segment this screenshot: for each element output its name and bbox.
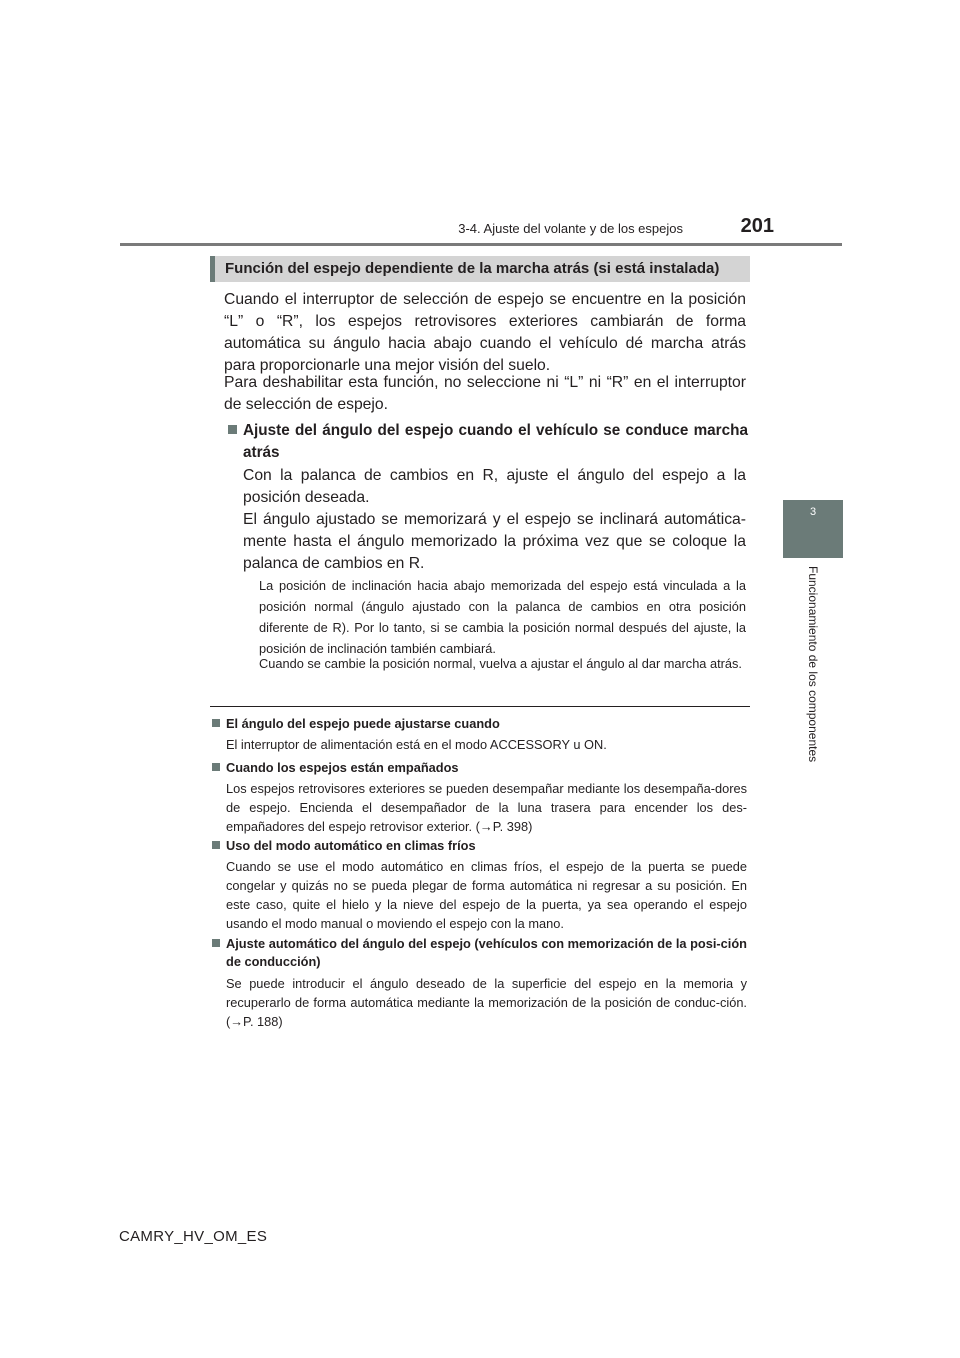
intro-paragraph-2: Para deshabilitar esta función, no seleccione ni “L” ni “R” en el interruptor de selección de espejo. [224,374,746,413]
note-heading: Cuando los espejos están empañados [212,759,747,777]
notes-divider [210,706,750,707]
chapter-title: Funcionamiento de los componentes [806,566,820,763]
sub-paragraph-2: El ángulo ajustado se memorizará y el espejo se inclinará automática-mente hasta el ángulo memorizado la próxima vez que se coloque la palanca de cambios en R. [243,511,746,572]
note-heading: Uso del modo automático en climas fríos [212,837,747,855]
note-bullet-icon [212,719,220,727]
note-heading: El ángulo del espejo puede ajustarse cuando [212,715,747,733]
subheading-bullet-icon [228,425,237,434]
note-body: Se puede introducir el ángulo deseado de la superficie del espejo en la memoria y recuperarlo de forma automática mediante la memorización de la posición de conduc-ción. (→P. 188) [226,976,747,1029]
note-body: El interruptor de alimentación está en el modo ACCESSORY u ON. [226,737,607,752]
section-title-marker [210,256,215,282]
subheading-text: Ajuste del ángulo del espejo cuando el vehículo se conduce marcha atrás [243,422,748,461]
page-number: 201 [740,215,774,237]
manual-code: CAMRY_HV_OM_ES [119,1228,268,1245]
chapter-title-vertical [804,566,822,781]
note-heading: Ajuste automático del ángulo del espejo (vehículos con memorización de la posi-ción de conducción) [212,935,747,971]
header-rule [120,243,842,246]
running-header-section: 3-4. Ajuste del volante y de los espejos [458,221,683,236]
note-bullet-icon [212,841,220,849]
section-title-bar [210,256,750,282]
section-title: Función del espejo dependiente de la marcha atrás (si está instalada) [225,260,720,277]
chapter-number: 3 [809,506,817,518]
note-bullet-icon [212,763,220,771]
intro-paragraph-1: Cuando el interruptor de selección de espejo se encuentre en la posición “L” o “R”, los espejos retrovisores exteriores cambiarán de forma automática su ángulo hacia abajo cuando el vehículo dé marcha atrás para proporcionarle una mejor visión del suelo. [224,291,746,374]
sub-paragraph-1: Con la palanca de cambios en R, ajuste el ángulo del espejo a la posición deseada. [243,467,746,506]
note-paragraph-2: Cuando se cambie la posición normal, vuelva a ajustar el ángulo al dar marcha atrás. [259,656,742,671]
note-body: Cuando se use el modo automático en climas fríos, el espejo de la puerta se puede congelar y quizás no se pueda plegar de forma automática ni regresar a su posición. En este caso, quite el hielo y la nieve del espejo de la puerta, ya sea operando el espejo usando el modo manual o moviendo el espejo con la mano. [226,859,747,931]
subheading [228,420,748,464]
note-body: Los espejos retrovisores exteriores se pueden desempañar mediante los desempaña-dores de espejo. Encienda el desempañador de la luna trasera para encender los des-empañadores del espejo retrovisor exterior. (→P. 398) [226,781,747,834]
note-paragraph-1: La posición de inclinación hacia abajo memorizada del espejo está vinculada a la posición normal (ángulo ajustado con la palanca de cambios en otra posición diferente de R). Por lo tanto, si se cambia la posición normal después del ajuste, la posición de inclinación también cambiará. [259,578,746,656]
note-bullet-icon [212,939,220,947]
